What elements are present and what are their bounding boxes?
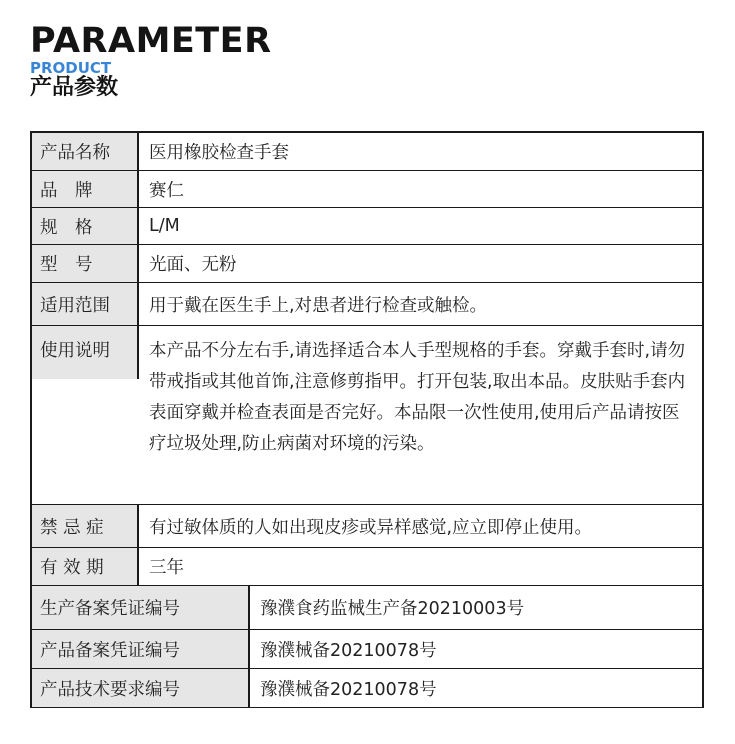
row-value: 医用橡胶检查手套 bbox=[149, 143, 289, 163]
row-usage bbox=[32, 326, 702, 505]
row-label: 适用范围 bbox=[32, 283, 139, 325]
row-contraindication bbox=[32, 505, 702, 548]
row-model bbox=[32, 245, 702, 283]
page-header bbox=[30, 22, 272, 100]
row-label: 产品技术要求编号 bbox=[32, 669, 250, 707]
row-label: 型 号 bbox=[32, 245, 139, 282]
row-production-filing bbox=[32, 586, 702, 630]
header-title-en: PARAMETER bbox=[30, 21, 272, 61]
row-label: 禁 忌 症 bbox=[32, 505, 139, 547]
parameter-table bbox=[30, 131, 704, 708]
row-label: 规 格 bbox=[32, 208, 139, 244]
row-value: L/M bbox=[149, 216, 180, 236]
row-value: 豫濮械备20210078号 bbox=[260, 640, 437, 661]
row-value: 有过敏体质的人如出现皮疹或异样感觉,应立即停止使用。 bbox=[149, 517, 593, 538]
row-label: 品 牌 bbox=[32, 171, 139, 207]
row-label: 产品备案凭证编号 bbox=[32, 630, 250, 668]
row-product-filing bbox=[32, 630, 702, 669]
row-product-name bbox=[32, 133, 702, 171]
row-brand bbox=[32, 171, 702, 208]
row-value: 光面、无粉 bbox=[149, 255, 237, 275]
row-spec bbox=[32, 208, 702, 245]
row-label: 产品名称 bbox=[32, 133, 139, 170]
row-label: 生产备案凭证编号 bbox=[32, 586, 250, 629]
header-subtitle-en: PRODUCT bbox=[30, 59, 112, 77]
row-tech-requirement bbox=[32, 669, 702, 707]
row-value: 用于戴在医生手上,对患者进行检查或触检。 bbox=[149, 295, 488, 316]
row-validity bbox=[32, 548, 702, 586]
row-value: 赛仁 bbox=[149, 180, 184, 201]
row-label: 使用说明 bbox=[32, 326, 139, 379]
row-label: 有 效 期 bbox=[32, 548, 139, 585]
row-value: 豫濮械备20210078号 bbox=[260, 679, 437, 700]
row-value: 三年 bbox=[149, 558, 184, 578]
row-scope bbox=[32, 283, 702, 326]
header-title-cn: 产品参数 bbox=[30, 75, 119, 100]
row-value: 本产品不分左右手,请选择适合本人手型规格的手套。穿戴手套时,请勿带戒指或其他首饰,注意修剪指甲。打开包装,取出本品。皮肤贴手套内表面穿戴并检查表面是否完好。本品限一次性使用,使用后产品请按医疗垃圾处理,防止病菌对环境的污染。 bbox=[149, 341, 686, 454]
row-value: 豫濮食药监械生产备20210003号 bbox=[260, 599, 525, 619]
